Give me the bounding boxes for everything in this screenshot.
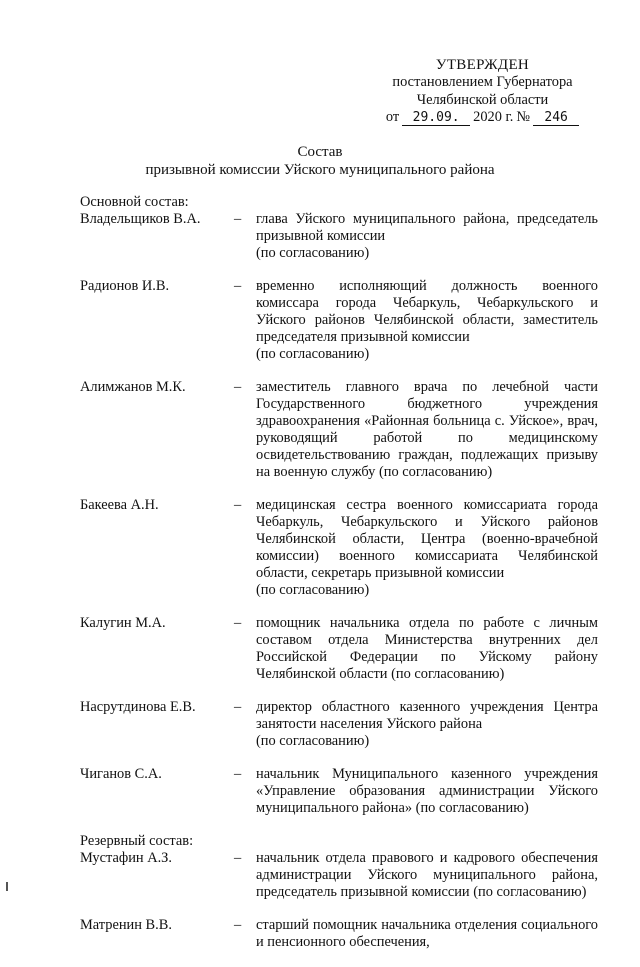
reserve-section-label: Резервный состав: <box>80 833 194 849</box>
member-note: (по согласованию) <box>256 733 370 749</box>
member-row <box>80 497 598 599</box>
member-row <box>80 766 598 817</box>
member-position: старший помощник начальника отделения социального и пенсионного обеспечения, <box>256 917 598 950</box>
member-dash: – <box>234 850 242 866</box>
member-position: начальник Муниципального казенного учреждения «Управление образования администрации Уйского муниципального района» (по согласованию) <box>256 766 598 816</box>
member-position: заместитель главного врача по лечебной части Государственного бюджетного учреждения здравоохранения «Районная больница с. Уйское», врач, руководящий работой по медицинскому освидетельствованию граждан, подлежащих призыву на военную службу (по согласованию) <box>256 379 598 480</box>
member-name: Матренин В.В. <box>80 917 172 933</box>
main-members <box>80 211 598 817</box>
title-line-1: Состав <box>297 144 343 160</box>
member-name: Радионов И.В. <box>80 278 170 294</box>
member-description <box>256 615 598 683</box>
member-dash: – <box>234 699 242 715</box>
member-dash: – <box>234 615 242 631</box>
approval-date: 29.09. <box>402 110 470 126</box>
from-label: от <box>385 109 400 125</box>
member-dash: – <box>234 211 242 227</box>
approval-line-1: постановлением Губернатора <box>392 74 573 90</box>
approval-number: 246 <box>533 110 579 126</box>
approval-heading: УТВЕРЖДЕН <box>435 57 530 73</box>
commission-list <box>80 194 598 967</box>
member-row <box>80 379 598 481</box>
main-section-label: Основной состав: <box>80 194 189 210</box>
approval-date-line <box>365 109 600 127</box>
member-note: (по согласованию) <box>256 346 370 362</box>
member-description <box>256 766 598 817</box>
member-name: Владельщиков В.А. <box>80 211 201 227</box>
member-name: Чиганов С.А. <box>80 766 162 782</box>
number-label: № <box>516 109 531 125</box>
member-row <box>80 615 598 683</box>
member-row <box>80 850 598 901</box>
member-position: медицинская сестра военного комиссариата города Чебаркуль, Чебаркульского и Уйского районов Челябинской области, Центра (военно-врачебной комиссии) военного комиссариата Челябинской области, секретарь призывной комиссии <box>256 497 598 581</box>
member-position: глава Уйского муниципального района, председатель призывной комиссии <box>256 211 598 244</box>
member-description <box>256 211 598 262</box>
member-position: временно исполняющий должность военного комиссара города Чебаркуль, Чебаркульского и Уйского районов Челябинской области, заместитель председателя призывной комиссии <box>256 278 598 345</box>
member-dash: – <box>234 917 242 933</box>
margin-mark <box>6 882 8 891</box>
member-dash: – <box>234 278 242 294</box>
member-row <box>80 699 598 750</box>
member-description <box>256 497 598 599</box>
member-name: Бакеева А.Н. <box>80 497 159 513</box>
approval-stamp <box>365 56 600 127</box>
member-row <box>80 211 598 262</box>
member-row <box>80 278 598 363</box>
member-note: (по согласованию) <box>256 245 370 261</box>
member-note: (по согласованию) <box>256 582 370 598</box>
title-line-2: призывной комиссии Уйского муниципального района <box>145 162 495 178</box>
member-name: Калугин М.А. <box>80 615 166 631</box>
document-title <box>0 143 640 179</box>
reserve-members <box>80 850 598 951</box>
member-position: директор областного казенного учреждения Центра занятости населения Уйского района <box>256 699 598 732</box>
member-row <box>80 917 598 951</box>
approval-line-2: Челябинской области <box>416 91 549 108</box>
member-description <box>256 917 598 951</box>
member-dash: – <box>234 379 242 395</box>
member-dash: – <box>234 497 242 513</box>
member-name: Насрутдинова Е.В. <box>80 699 196 715</box>
member-description <box>256 278 598 363</box>
member-description <box>256 379 598 481</box>
member-dash: – <box>234 766 242 782</box>
member-name: Алимжанов М.К. <box>80 379 186 395</box>
member-description <box>256 850 598 901</box>
member-position: помощник начальника отдела по работе с личным составом отдела Министерства внутренних дел Российской Федерации по Уйскому району Челябинской области (по согласованию) <box>256 615 598 682</box>
member-description <box>256 699 598 750</box>
member-name: Мустафин А.З. <box>80 850 172 866</box>
approval-year: 2020 г. <box>473 109 514 125</box>
member-position: начальник отдела правового и кадрового обеспечения администрации Уйского муниципального района, председатель призывной комиссии (по согласованию) <box>256 850 598 900</box>
